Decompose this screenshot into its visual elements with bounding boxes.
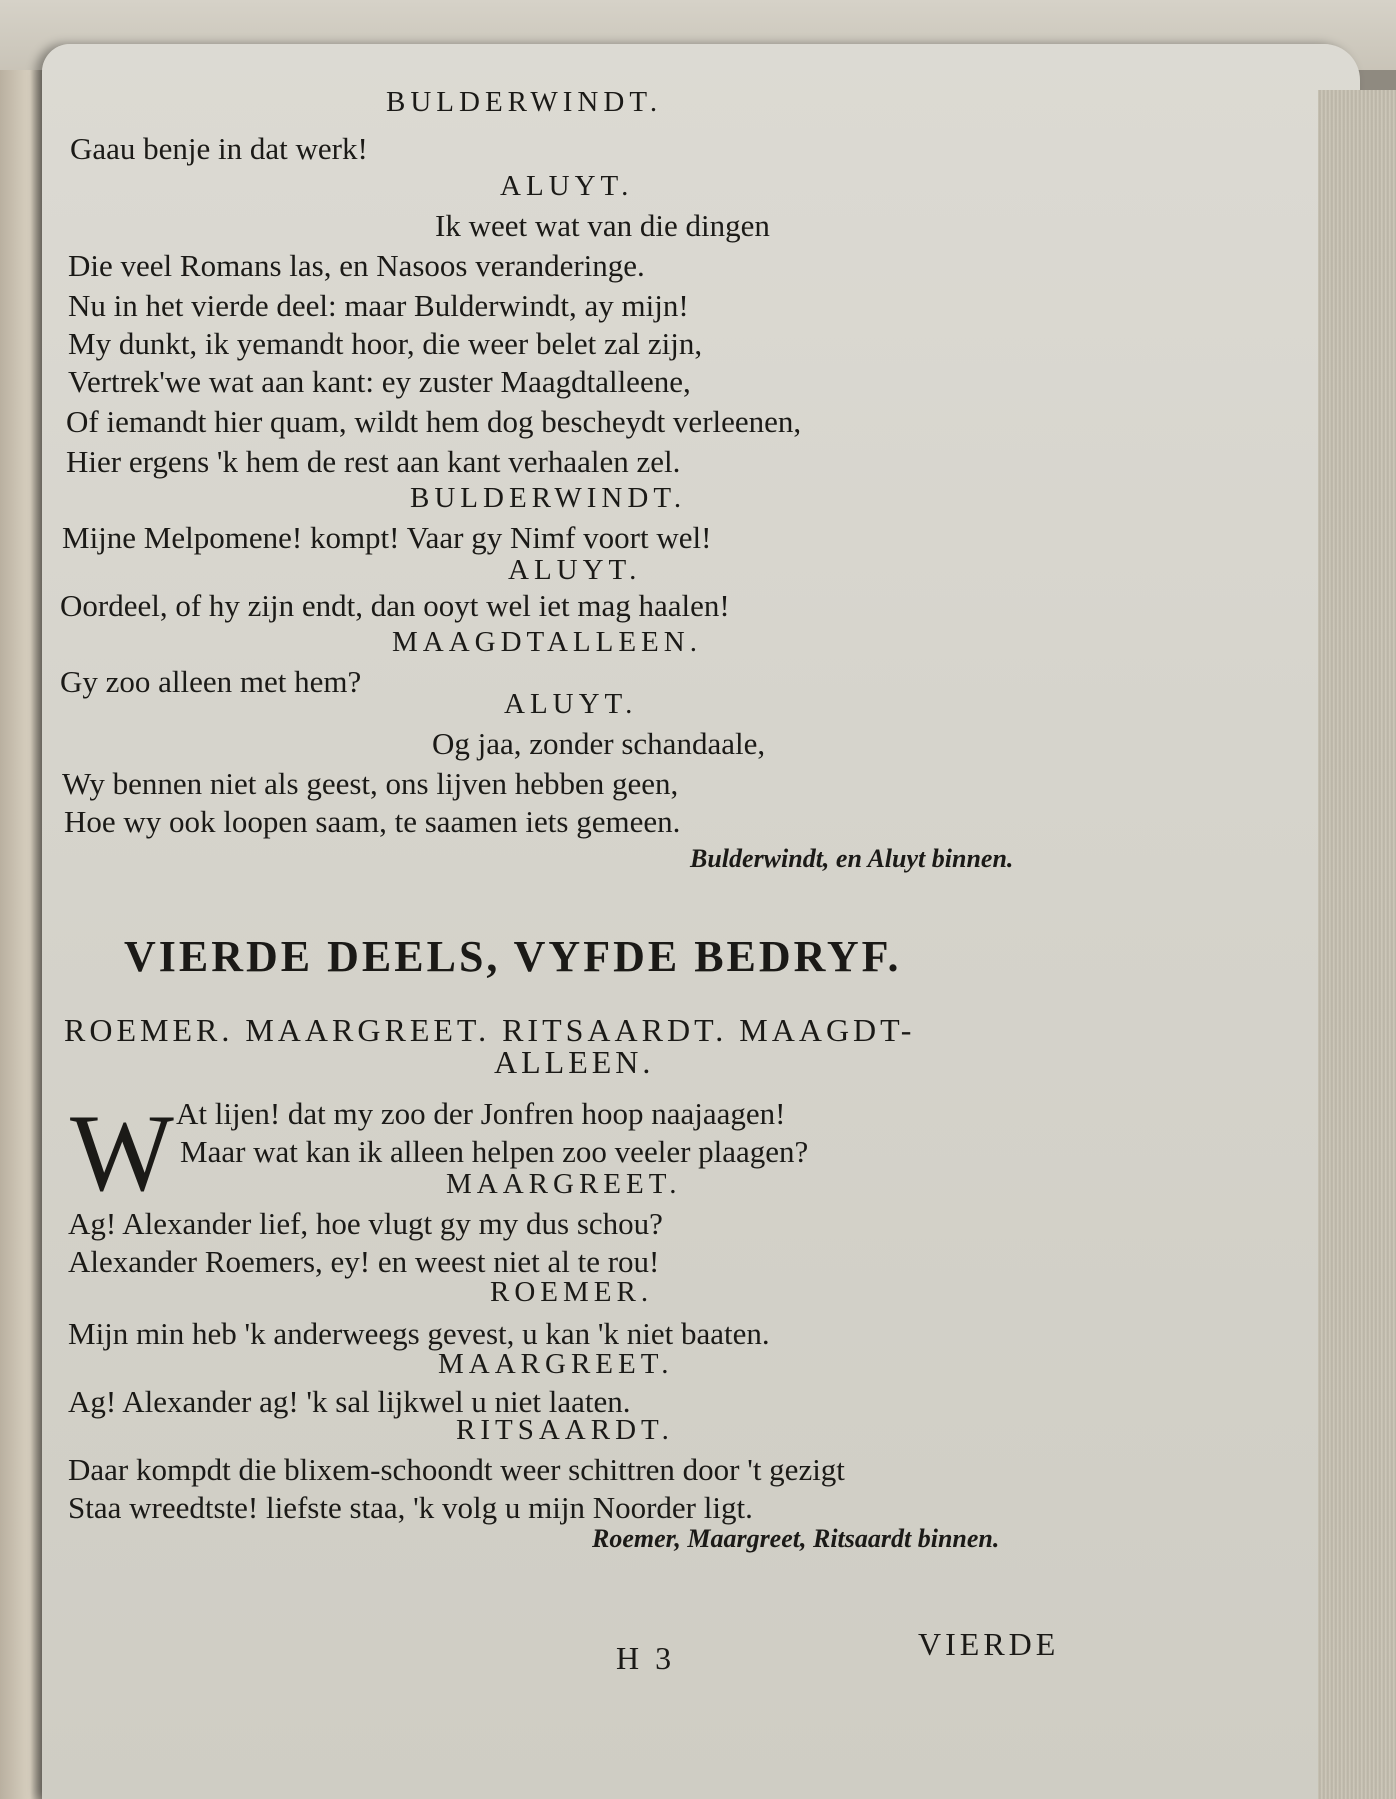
- catchword: VIERDE: [918, 1626, 1060, 1662]
- speaker-heading: BULDERWINDT.: [386, 86, 663, 118]
- verse-line: Mijne Melpomene! kompt! Vaar gy Nimf voort wel!: [62, 520, 712, 555]
- verse-line: At lijen! dat my zoo der Jonfren hoop naajaagen!: [176, 1096, 786, 1131]
- stage-direction: Roemer, Maargreet, Ritsaardt binnen.: [592, 1524, 1000, 1553]
- stage-direction: Bulderwindt, en Aluyt binnen.: [690, 844, 1014, 873]
- speaker-heading: BULDERWINDT.: [410, 482, 687, 514]
- verse-line: Ik weet wat van die dingen: [435, 208, 770, 243]
- verse-line: Gaau benje in dat werk!: [70, 131, 368, 166]
- verse-line: Daar kompdt die blixem-schoondt weer schittren door 't gezigt: [68, 1452, 845, 1487]
- speaker-heading: ALUYT.: [504, 688, 638, 720]
- verse-line: Hoe wy ook loopen saam, te saamen iets gemeen.: [64, 804, 681, 839]
- speaker-heading: RITSAARDT.: [456, 1414, 674, 1446]
- verse-line: Mijn min heb 'k anderweegs gevest, u kan 'k niet baaten.: [68, 1316, 770, 1351]
- speaker-heading: MAAGDTALLEEN.: [392, 626, 702, 658]
- verse-line: Og jaa, zonder schandaale,: [432, 726, 766, 761]
- verse-line: My dunkt, ik yemandt hoor, die weer belet zal zijn,: [68, 326, 703, 361]
- speaker-heading: MAARGREET.: [446, 1168, 682, 1200]
- page-stack-edge: [1318, 90, 1396, 1799]
- verse-line: Maar wat kan ik alleen helpen zoo veeler plaagen?: [180, 1134, 809, 1169]
- act-title: VIERDE DEELS, VYFDE BEDRYF.: [124, 932, 902, 981]
- verse-line: Ag! Alexander lief, hoe vlugt gy my dus schou?: [68, 1206, 663, 1241]
- verse-line: Of iemandt hier quam, wildt hem dog bescheydt verleenen,: [66, 404, 802, 439]
- speaker-heading: ALUYT.: [500, 170, 634, 202]
- cast-list: ALLEEN.: [494, 1044, 655, 1080]
- verse-line: Hier ergens 'k hem de rest aan kant verhaalen zel.: [66, 444, 681, 479]
- verse-line: Ag! Alexander ag! 'k sal lijkwel u niet laaten.: [68, 1384, 631, 1419]
- speaker-heading: MAARGREET.: [438, 1348, 674, 1380]
- drop-cap: W: [70, 1092, 174, 1214]
- speaker-heading: ROEMER.: [490, 1276, 654, 1308]
- verse-line: Die veel Romans las, en Nasoos veranderinge.: [68, 248, 645, 283]
- speaker-heading: ALUYT.: [508, 554, 642, 586]
- verse-line: Nu in het vierde deel: maar Bulderwindt, ay mijn!: [68, 288, 689, 323]
- verse-line: Oordeel, of hy zijn endt, dan ooyt wel iet mag haalen!: [60, 588, 730, 623]
- signature-mark: H 3: [616, 1640, 676, 1676]
- verse-line: Wy bennen niet als geest, ons lijven hebben geen,: [62, 766, 679, 801]
- verse-line: Vertrek'we wat aan kant: ey zuster Maagdtalleene,: [68, 364, 691, 399]
- verse-line: Alexander Roemers, ey! en weest niet al te rou!: [68, 1244, 660, 1279]
- verse-line: Gy zoo alleen met hem?: [60, 664, 362, 699]
- verse-line: Staa wreedtste! liefste staa, 'k volg u mijn Noorder ligt.: [68, 1490, 753, 1525]
- cast-list: ROEMER. MAARGREET. RITSAARDT. MAAGDT-: [64, 1012, 916, 1048]
